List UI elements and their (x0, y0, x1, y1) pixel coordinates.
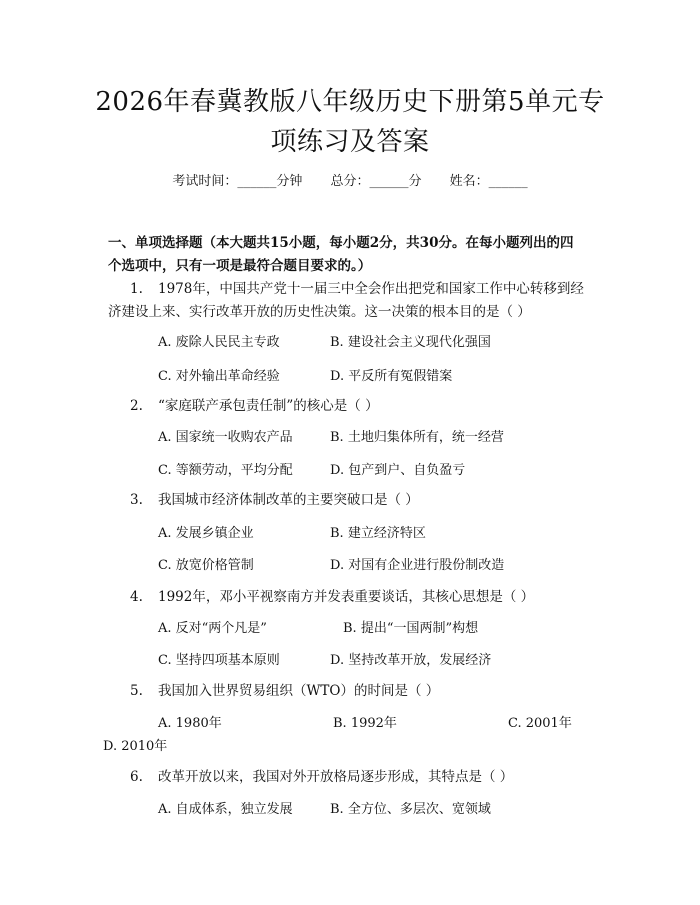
option-a: A. 自成体系，独立发展 (158, 802, 293, 817)
exam-score: 总分：______分 (330, 174, 422, 189)
section-heading-line-2: 个选项中，只有一项是最符合题目要求的。） (108, 258, 372, 274)
option-b: B. 全方位、多层次、宽领域 (330, 802, 491, 817)
option-a: A. 发展乡镇企业 (158, 526, 254, 541)
option-a: A. 1980年 (158, 716, 222, 731)
question-text-line-2: 济建设上来、实行改革开放的历史性决策。这一决策的根本目的是（ ） (108, 304, 531, 320)
option-c: C. 2001年 (508, 716, 572, 731)
question-number: 3. (130, 492, 143, 508)
option-b: B. 土地归集体所有，统一经营 (330, 430, 504, 445)
question-text-line-1: 我国加入世界贸易组织（WTO）的时间是（ ） (158, 683, 440, 699)
option-d: D. 对国有企业进行股份制改造 (330, 558, 505, 573)
option-a: A. 国家统一收购农产品 (158, 430, 293, 445)
option-c: C. 放宽价格管制 (158, 558, 254, 573)
question-text-line-1: 1992年，邓小平视察南方并发表重要谈话，其核心思想是（ ） (158, 589, 535, 605)
question-2 (108, 395, 608, 418)
question-text-line-1: “家庭联产承包责任制”的核心是（ ） (158, 398, 379, 414)
option-d: D. 坚持改革开放，发展经济 (330, 653, 492, 668)
question-5 (108, 680, 608, 703)
option-d: D. 2010年 (103, 739, 168, 754)
option-b: B. 建设社会主义现代化强国 (330, 335, 491, 350)
question-number: 4. (130, 589, 143, 605)
option-b: B. 提出“一国两制”构想 (343, 621, 479, 636)
exam-meta (0, 170, 700, 189)
option-c: C. 等额劳动，平均分配 (158, 463, 293, 478)
question-1 (108, 278, 608, 324)
option-d: D. 包产到户、自负盈亏 (330, 463, 466, 478)
question-number: 1. (130, 281, 143, 297)
title-line-2: 项练习及答案 (270, 127, 430, 157)
page-title (90, 82, 610, 162)
title-line-1: 2026年春冀教版八年级历史下册第5单元专 (95, 87, 605, 117)
section-heading-line-1: 一、单项选择题（本大题共15小题，每小题2分，共30分。在每小题列出的四 (108, 235, 574, 251)
exam-name: 姓名：______ (449, 174, 528, 189)
exam-time: 考试时间：______分钟 (172, 174, 303, 189)
question-3 (108, 489, 608, 512)
option-c: C. 坚持四项基本原则 (158, 653, 280, 668)
option-a: A. 废除人民民主专政 (158, 335, 280, 350)
option-d: D. 平反所有冤假错案 (330, 369, 453, 384)
question-4 (108, 586, 608, 609)
option-b: B. 1992年 (333, 716, 397, 731)
question-number: 6. (130, 769, 143, 785)
question-text-line-1: 我国城市经济体制改革的主要突破口是（ ） (158, 492, 419, 508)
question-text-line-1: 改革开放以来，我国对外开放格局逐步形成，其特点是（ ） (158, 769, 514, 785)
question-6 (108, 766, 608, 789)
option-b: B. 建立经济特区 (330, 526, 426, 541)
question-number: 2. (130, 398, 143, 414)
section-heading (108, 232, 608, 278)
question-number: 5. (130, 683, 143, 699)
question-text-line-1: 1978年，中国共产党十一届三中全会作出把党和国家工作中心转移到经 (158, 281, 584, 297)
option-a: A. 反对“两个凡是” (158, 621, 267, 636)
option-c: C. 对外输出革命经验 (158, 369, 280, 384)
